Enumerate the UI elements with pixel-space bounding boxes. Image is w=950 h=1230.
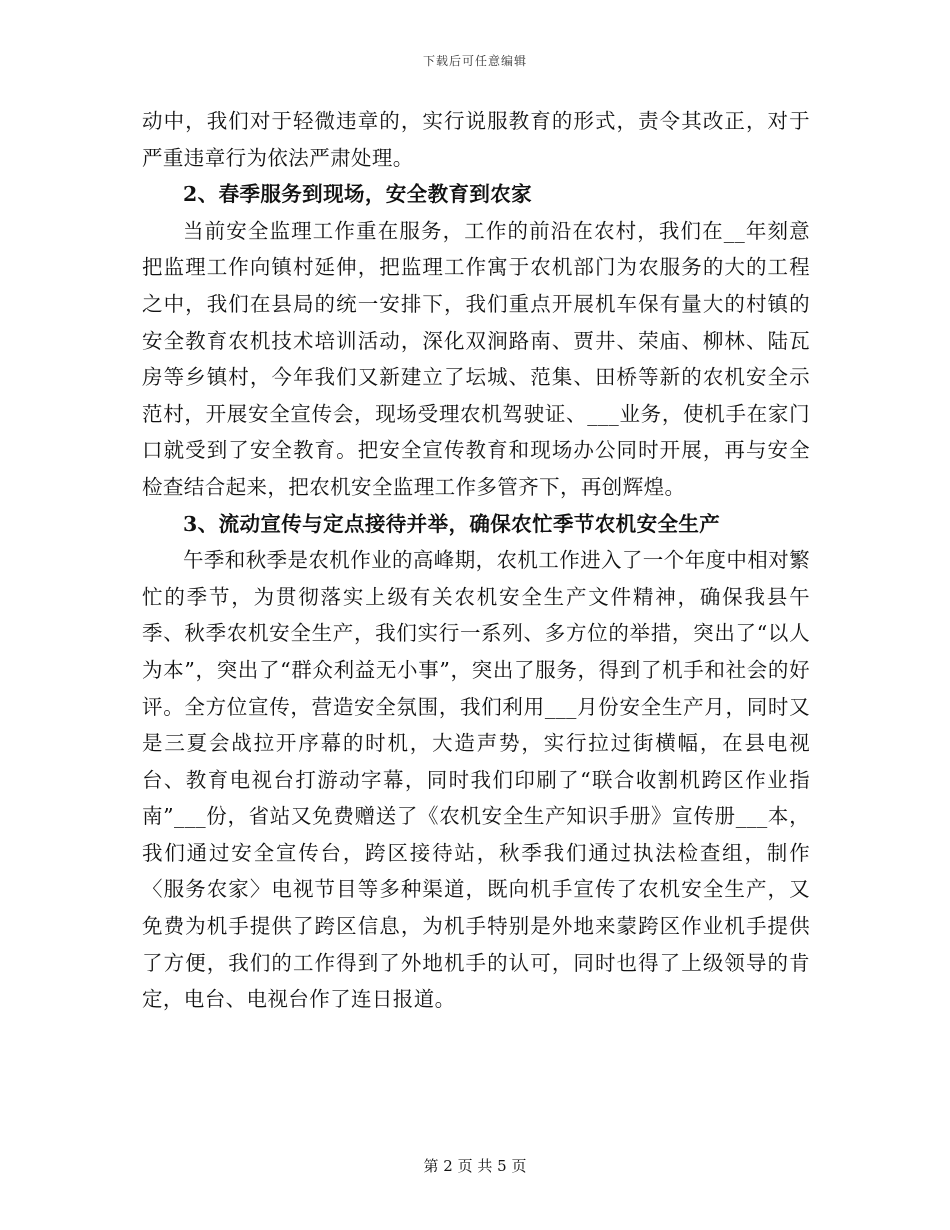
section-heading-3: 3、流动宣传与定点接待并举，确保农忙季节农机安全生产 (183, 511, 721, 536)
paragraph-section-2: 当前安全监理工作重在服务，工作的前沿在农村，我们在__年刻意把监理工作向镇村延伸，把监理工作寓于农机部门为农服务的大的工程之中，我们在县局的统一安排下，我们重点开展机车保有量大的村镇的安全教育农机技术培训活动，深化双涧路南、贾井、荣庙、柳林、陆瓦房等乡镇村，今年我们又新建立了坛城、范集、田桥等新的农机安全示范村，开展安全宣传会，现场受理农机驾驶证、___业务，使机手在家门口就受到了安全教育。把安全宣传教育和现场办公同时开展，再与安全检查结合起来，把农机安全监理工作多管齐下，再创辉煌。 (142, 218, 810, 499)
section-heading-2: 2、春季服务到现场，安全教育到农家 (183, 182, 533, 207)
paragraph-continuation: 动中，我们对于轻微违章的，实行说服教育的形式，责令其改正，对于严重违章行为依法严肃处理。 (142, 109, 810, 170)
page-header: 下载后可任意编辑 (422, 54, 527, 68)
document-body (142, 103, 810, 1018)
page-number-footer: 第 2 页 共 5 页 (423, 1157, 527, 1175)
paragraph-section-3: 午季和秋季是农机作业的高峰期，农机工作进入了一个年度中相对繁忙的季节，为贯彻落实上级有关农机安全生产文件精神，确保我县午季、秋季农机安全生产，我们实行一系列、多方位的举措，突出了“以人为本”，突出了“群众利益无小事”，突出了服务，得到了机手和社会的好评。全方位宣传，营造安全氛围，我们利用___月份安全生产月，同时又是三夏会战拉开序幕的时机，大造声势，实行拉过街横幅，在县电视台、教育电视台打游动字幕，同时我们印刷了“联合收割机跨区作业指南”___份，省站又免费赠送了《农机安全生产知识手册》宣传册___本，我们通过安全宣传台，跨区接待站，秋季我们通过执法检查组，制作〈服务农家〉电视节目等多种渠道，既向机手宣传了农机安全生产，又免费为机手提供了跨区信息，为机手特别是外地来蒙跨区作业机手提供了方便，我们的工作得到了外地机手的认可，同时也得了上级领导的肯定，电台、电视台作了连日报道。 (142, 548, 810, 1012)
